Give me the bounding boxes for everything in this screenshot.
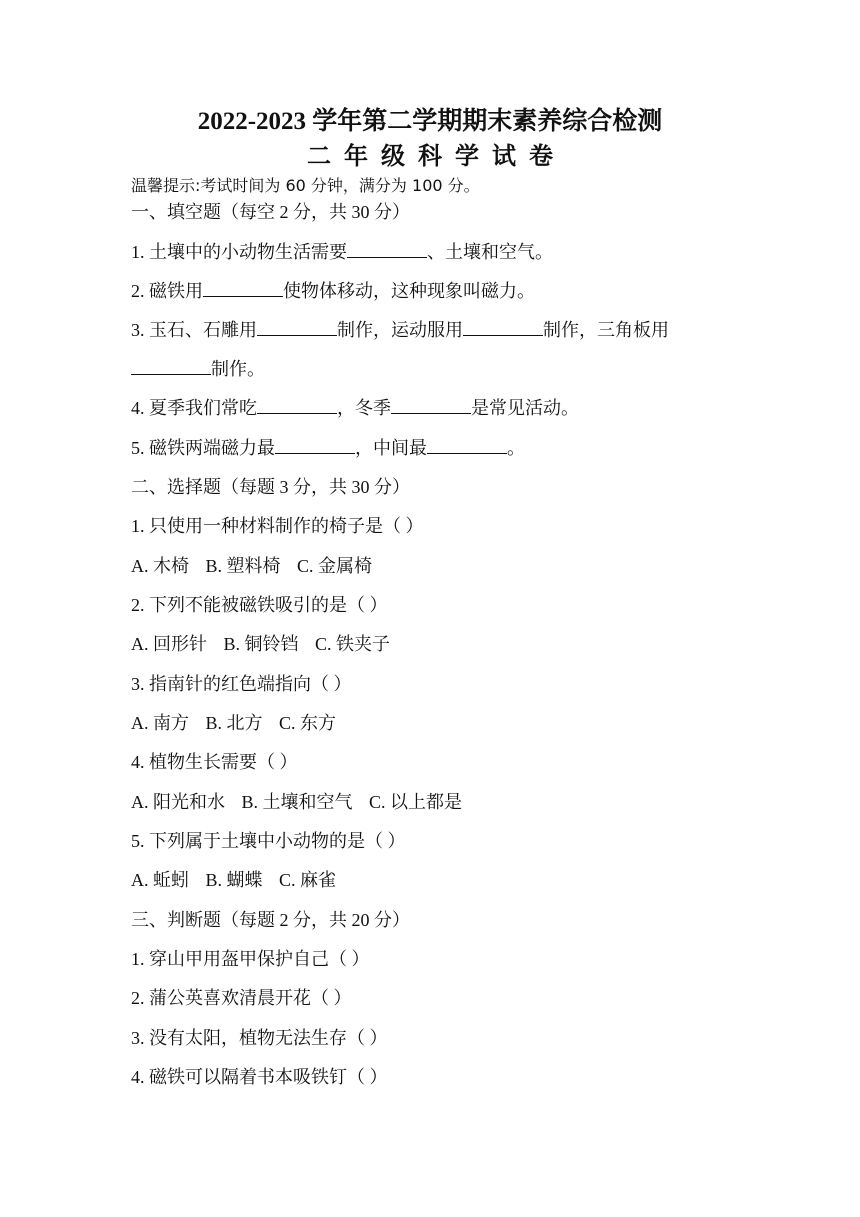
choice-options-1 xyxy=(131,553,771,579)
question-text: 。 xyxy=(507,438,525,458)
option-a[interactable]: A. 阳光和水 xyxy=(131,792,225,812)
choice-question-4: 4. 植物生长需要（ ） xyxy=(131,752,298,772)
fill-question-1 xyxy=(131,239,771,265)
answer-blank[interactable] xyxy=(391,395,471,414)
answer-blank[interactable] xyxy=(275,435,355,454)
choice-question-5: 5. 下列属于土壤中小动物的是（ ） xyxy=(131,831,406,851)
option-b[interactable]: B. 蝴蝶 xyxy=(205,870,263,890)
fill-question-3-continued xyxy=(131,356,771,382)
choice-question-2: 2. 下列不能被磁铁吸引的是（ ） xyxy=(131,595,388,615)
section-fill-blank-heading: 一、填空题（每空 2 分，共 30 分） xyxy=(131,202,410,222)
option-c[interactable]: C. 金属椅 xyxy=(297,556,373,576)
option-c[interactable]: C. 以上都是 xyxy=(369,792,463,812)
section-judgement-heading: 三、判断题（每题 2 分，共 20 分） xyxy=(131,910,410,930)
option-b[interactable]: B. 北方 xyxy=(205,713,263,733)
choice-options-3 xyxy=(131,710,771,736)
choice-options-5 xyxy=(131,867,771,893)
fill-question-4 xyxy=(131,395,771,421)
question-text: 制作，运动服用 xyxy=(337,320,463,340)
answer-blank[interactable] xyxy=(463,317,543,336)
question-text: 3. 玉石、石雕用 xyxy=(131,320,257,340)
question-text: 2. 磁铁用 xyxy=(131,281,203,301)
option-a[interactable]: A. 蚯蚓 xyxy=(131,870,189,890)
question-text: ，中间最 xyxy=(355,438,427,458)
option-c[interactable]: C. 铁夹子 xyxy=(315,634,391,654)
exam-notice: 温馨提示:考试时间为 60 分钟，满分为 100 分。 xyxy=(131,176,480,195)
judgement-question-3: 3. 没有太阳，植物无法生存（ ） xyxy=(131,1028,388,1048)
exam-title: 2022-2023 学年第二学期期末素养综合检测 xyxy=(197,108,663,135)
fill-question-2 xyxy=(131,278,771,304)
question-text: 1. 土壤中的小动物生活需要 xyxy=(131,242,347,262)
judgement-question-4: 4. 磁铁可以隔着书本吸铁钉（ ） xyxy=(131,1067,388,1087)
fill-question-3 xyxy=(131,317,771,343)
choice-question-3: 3. 指南针的红色端指向（ ） xyxy=(131,674,352,694)
question-text: ，冬季 xyxy=(337,398,391,418)
answer-blank[interactable] xyxy=(257,317,337,336)
question-text: 5. 磁铁两端磁力最 xyxy=(131,438,275,458)
fill-question-5 xyxy=(131,435,771,461)
answer-blank[interactable] xyxy=(257,395,337,414)
choice-options-2 xyxy=(131,631,771,657)
option-c[interactable]: C. 东方 xyxy=(279,713,337,733)
judgement-question-2: 2. 蒲公英喜欢清晨开花（ ） xyxy=(131,988,352,1008)
answer-blank[interactable] xyxy=(203,278,283,297)
question-text: 4. 夏季我们常吃 xyxy=(131,398,257,418)
option-b[interactable]: B. 塑料椅 xyxy=(205,556,281,576)
option-a[interactable]: A. 木椅 xyxy=(131,556,189,576)
question-text: 制作，三角板用 xyxy=(543,320,669,340)
judgement-question-1: 1. 穿山甲用盔甲保护自己（ ） xyxy=(131,949,370,969)
choice-question-1: 1. 只使用一种材料制作的椅子是（ ） xyxy=(131,516,424,536)
question-text: 是常见活动。 xyxy=(471,398,579,418)
option-a[interactable]: A. 回形针 xyxy=(131,634,207,654)
section-choice-heading: 二、选择题（每题 3 分，共 30 分） xyxy=(131,477,410,497)
choice-options-4 xyxy=(131,789,771,815)
option-c[interactable]: C. 麻雀 xyxy=(279,870,337,890)
question-text: 制作。 xyxy=(211,359,265,379)
answer-blank[interactable] xyxy=(427,435,507,454)
answer-blank[interactable] xyxy=(131,356,211,375)
answer-blank[interactable] xyxy=(347,239,427,258)
option-b[interactable]: B. 铜铃铛 xyxy=(223,634,299,654)
exam-subtitle: 二年级科学试卷 xyxy=(307,144,566,170)
option-a[interactable]: A. 南方 xyxy=(131,713,189,733)
question-text: 使物体移动，这种现象叫磁力。 xyxy=(283,281,535,301)
question-text: 、土壤和空气。 xyxy=(427,242,553,262)
option-b[interactable]: B. 土壤和空气 xyxy=(241,792,353,812)
